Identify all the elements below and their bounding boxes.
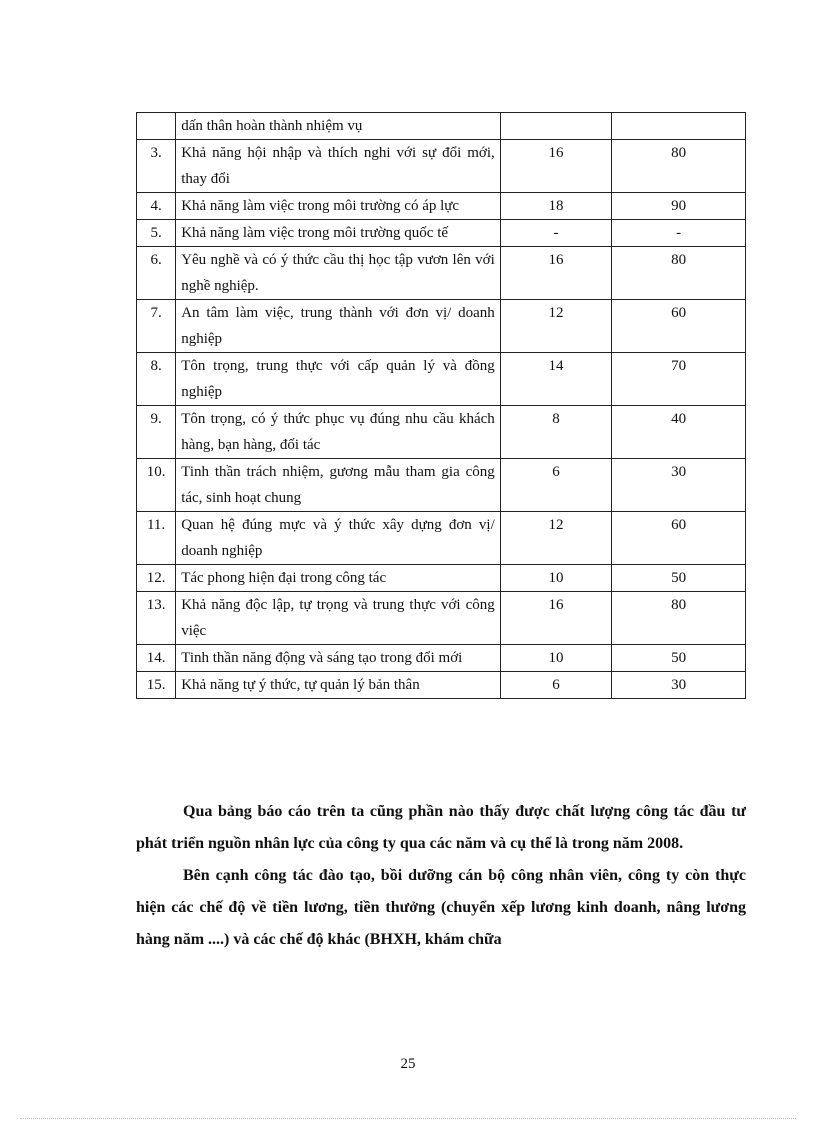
page-number: 25 [400, 1056, 416, 1072]
percent-cell: 30 [612, 459, 746, 512]
row-number-cell: 15. [137, 672, 176, 699]
criterion-cell: Tôn trọng, trung thực với cấp quản lý và đồng nghiệp [176, 353, 501, 406]
criterion-cell: Yêu nghề và có ý thức cầu thị học tập vươn lên với nghề nghiệp. [176, 247, 501, 300]
count-cell: 12 [500, 512, 612, 565]
criterion-cell: An tâm làm việc, trung thành với đơn vị/ doanh nghiệp [176, 300, 501, 353]
paragraph-2: Bên cạnh công tác đào tạo, bồi dưỡng cán bộ công nhân viên, công ty còn thực hiện các chế độ về tiền lương, tiền thưởng (chuyển xếp lương kinh doanh, nâng lương hàng năm ....) và các chế độ khác (BHXH, khám chữa [136, 867, 746, 948]
table-row [137, 406, 746, 459]
row-number-cell: 13. [137, 592, 176, 645]
criterion-cell: Khả năng làm việc trong môi trường có áp lực [176, 193, 501, 220]
criterion-cell: Tinh thần trách nhiệm, gương mẫu tham gia công tác, sinh hoạt chung [176, 459, 501, 512]
survey-table-body [137, 113, 746, 699]
count-cell [500, 113, 612, 140]
survey-table [136, 112, 746, 699]
percent-cell: 50 [612, 645, 746, 672]
count-cell: 10 [500, 565, 612, 592]
count-cell: 10 [500, 645, 612, 672]
criterion-cell: Quan hệ đúng mực và ý thức xây dựng đơn vị/ doanh nghiệp [176, 512, 501, 565]
body-text [136, 796, 746, 956]
percent-cell: 90 [612, 193, 746, 220]
table-row [137, 645, 746, 672]
table-row [137, 353, 746, 406]
count-cell: - [500, 220, 612, 247]
count-cell: 12 [500, 300, 612, 353]
percent-cell: 80 [612, 247, 746, 300]
percent-cell: 80 [612, 140, 746, 193]
table-row [137, 459, 746, 512]
row-number-cell: 4. [137, 193, 176, 220]
row-number-cell: 6. [137, 247, 176, 300]
count-cell: 6 [500, 672, 612, 699]
table-row [137, 220, 746, 247]
row-number-cell: 11. [137, 512, 176, 565]
table-row [137, 300, 746, 353]
row-number-cell: 3. [137, 140, 176, 193]
table-row [137, 113, 746, 140]
row-number-cell: 8. [137, 353, 176, 406]
count-cell: 16 [500, 592, 612, 645]
criterion-cell: dấn thân hoàn thành nhiệm vụ [176, 113, 501, 140]
table-row [137, 592, 746, 645]
table-row [137, 140, 746, 193]
row-number-cell: 5. [137, 220, 176, 247]
row-number-cell [137, 113, 176, 140]
table-row [137, 672, 746, 699]
row-number-cell: 10. [137, 459, 176, 512]
count-cell: 16 [500, 140, 612, 193]
percent-cell: 60 [612, 512, 746, 565]
count-cell: 14 [500, 353, 612, 406]
percent-cell: 30 [612, 672, 746, 699]
row-number-cell: 9. [137, 406, 176, 459]
percent-cell [612, 113, 746, 140]
table-row [137, 193, 746, 220]
paragraph-1: Qua bảng báo cáo trên ta cũng phần nào thấy được chất lượng công tác đầu tư phát triển nguồn nhân lực của công ty qua các năm và cụ thể là trong năm 2008. [136, 803, 746, 852]
percent-cell: 70 [612, 353, 746, 406]
table-row [137, 565, 746, 592]
table-row [137, 247, 746, 300]
count-cell: 16 [500, 247, 612, 300]
criterion-cell: Tôn trọng, có ý thức phục vụ đúng nhu cầu khách hàng, bạn hàng, đối tác [176, 406, 501, 459]
criterion-cell: Khả năng tự ý thức, tự quản lý bản thân [176, 672, 501, 699]
footer-divider [20, 1118, 796, 1119]
percent-cell: 40 [612, 406, 746, 459]
count-cell: 6 [500, 459, 612, 512]
row-number-cell: 12. [137, 565, 176, 592]
count-cell: 8 [500, 406, 612, 459]
row-number-cell: 7. [137, 300, 176, 353]
criterion-cell: Khả năng làm việc trong môi trường quốc tế [176, 220, 501, 247]
percent-cell: 60 [612, 300, 746, 353]
table-row [137, 512, 746, 565]
percent-cell: 50 [612, 565, 746, 592]
count-cell: 18 [500, 193, 612, 220]
row-number-cell: 14. [137, 645, 176, 672]
criterion-cell: Tác phong hiện đại trong công tác [176, 565, 501, 592]
percent-cell: 80 [612, 592, 746, 645]
criterion-cell: Tinh thần năng động và sáng tạo trong đổi mới [176, 645, 501, 672]
criterion-cell: Khả năng độc lập, tự trọng và trung thực với công việc [176, 592, 501, 645]
criterion-cell: Khả năng hội nhập và thích nghi với sự đổi mới, thay đổi [176, 140, 501, 193]
percent-cell: - [612, 220, 746, 247]
